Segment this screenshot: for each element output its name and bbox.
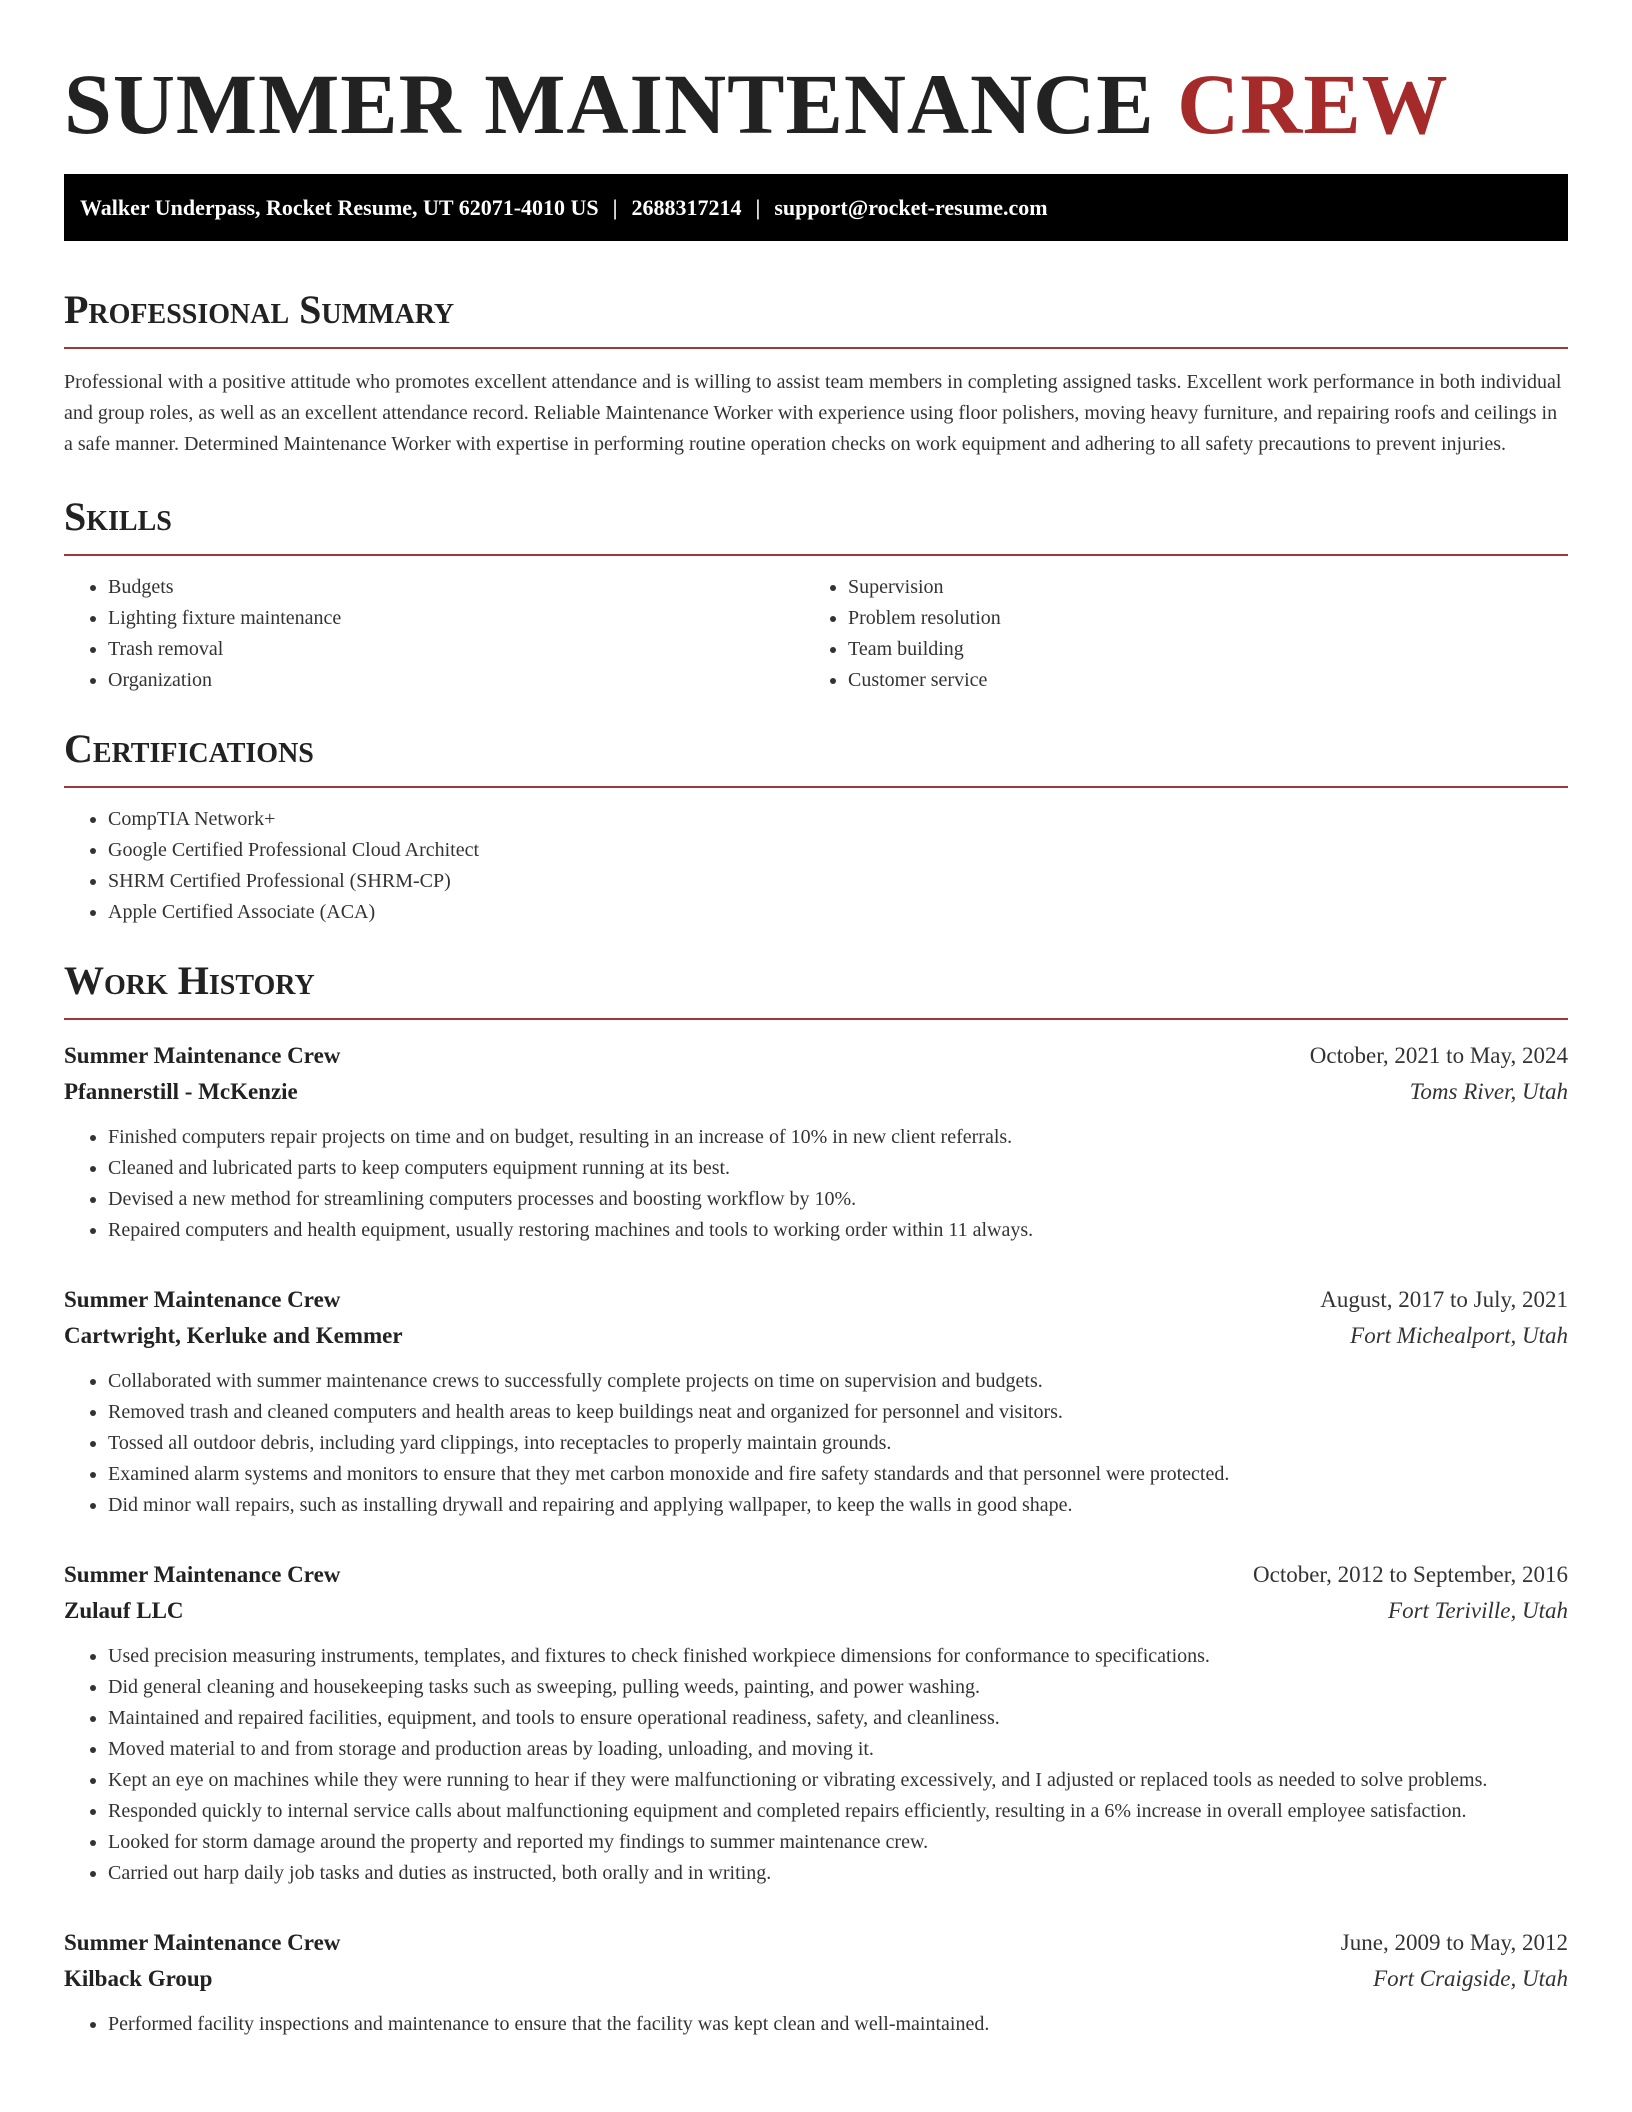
job-header-row xyxy=(64,1038,1568,1074)
job-title: Summer Maintenance Crew xyxy=(64,1287,341,1312)
job-company-row xyxy=(64,1074,1568,1110)
skills-list-left xyxy=(64,572,804,696)
job-header-row xyxy=(64,1282,1568,1318)
skills-grid xyxy=(64,572,1568,696)
job-bullets xyxy=(64,1122,1568,1246)
job-bullet: • Kept an eye on machines while they were running to hear if they were malfunctioning or vibrating excessively, and I adjusted or replaced tools as needed to solve problems. xyxy=(108,1765,1568,1796)
job-bullet: • Carried out harp daily job tasks and duties as instructed, both orally and in writing. xyxy=(108,1858,1568,1889)
job-bullet: • Removed trash and cleaned computers and health areas to keep buildings neat and organized for personnel and visitors. xyxy=(108,1397,1568,1428)
certification-item: • SHRM Certified Professional (SHRM-CP) xyxy=(108,866,1568,897)
certification-item: • Google Certified Professional Cloud Architect xyxy=(108,835,1568,866)
skill-item: • Team building xyxy=(848,634,1544,665)
skills-column-left xyxy=(64,572,804,696)
job-company-row xyxy=(64,1961,1568,1997)
job-bullet: • Moved material to and from storage and production areas by loading, unloading, and moving it. xyxy=(108,1734,1568,1765)
job-bullet: • Looked for storm damage around the property and reported my findings to summer maintenance crew. xyxy=(108,1827,1568,1858)
skill-item: • Trash removal xyxy=(108,634,804,665)
summary-heading: Professional Summary xyxy=(64,287,1568,349)
skills-heading: Skills xyxy=(64,494,1568,556)
contact-email: support@rocket-resume.com xyxy=(774,195,1048,220)
job-company: Cartwright, Kerluke and Kemmer xyxy=(64,1323,403,1348)
job-bullet: • Maintained and repaired facilities, equipment, and tools to ensure operational readiness, safety, and cleanliness. xyxy=(108,1703,1568,1734)
job-bullet: • Used precision measuring instruments, templates, and fixtures to check finished workpiece dimensions for conformance to specifications. xyxy=(108,1641,1568,1672)
job-dates: October, 2021 to May, 2024 xyxy=(1309,1043,1568,1068)
contact-separator: | xyxy=(755,195,761,220)
title-accent: CREW xyxy=(1177,56,1449,152)
job-title: Summer Maintenance Crew xyxy=(64,1930,341,1955)
job-bullet: • Did general cleaning and housekeeping tasks such as sweeping, pulling weeds, painting, and power washing. xyxy=(108,1672,1568,1703)
skills-list-right xyxy=(804,572,1544,696)
job-bullet: • Collaborated with summer maintenance crews to successfully complete projects on time on supervision and budgets. xyxy=(108,1366,1568,1397)
summary-text: Professional with a positive attitude who promotes excellent attendance and is willing to assist team members in completing assigned tasks. Excellent work performance in both individual and group roles, as well as an excellent attendance record. Reliable Maintenance Worker with experience using floor polishers, moving heavy furniture, and repairing roofs and ceilings in a safe manner. Determined Maintenance Worker with expertise in performing routine operation checks on work equipment and adhering to all safety precautions to prevent injuries. xyxy=(64,371,1562,455)
job-bullets xyxy=(64,1366,1568,1521)
resume-title xyxy=(64,58,1568,150)
certifications-section xyxy=(64,726,1568,928)
job-bullets xyxy=(64,1641,1568,1889)
skills-section xyxy=(64,494,1568,696)
job-company: Zulauf LLC xyxy=(64,1598,184,1623)
certification-item: • Apple Certified Associate (ACA) xyxy=(108,897,1568,928)
title-main: SUMMER MAINTENANCE xyxy=(64,56,1155,152)
summary-section xyxy=(64,287,1568,460)
job-company-row xyxy=(64,1318,1568,1354)
job-dates: August, 2017 to July, 2021 xyxy=(1320,1287,1568,1312)
job-location: Toms River, Utah xyxy=(1409,1079,1568,1104)
job-entry xyxy=(64,1557,1568,1889)
job-entry xyxy=(64,1038,1568,1246)
job-bullet: • Tossed all outdoor debris, including yard clippings, into receptacles to properly maintain grounds. xyxy=(108,1428,1568,1459)
job-entry xyxy=(64,1282,1568,1521)
certification-item: • CompTIA Network+ xyxy=(108,804,1568,835)
job-header-row xyxy=(64,1557,1568,1593)
skill-item: • Problem resolution xyxy=(848,603,1544,634)
contact-address: Walker Underpass, Rocket Resume, UT 62071-4010 US xyxy=(80,195,599,220)
job-company: Pfannerstill - McKenzie xyxy=(64,1079,298,1104)
job-location: Fort Michealport, Utah xyxy=(1350,1323,1568,1348)
job-company: Kilback Group xyxy=(64,1966,213,1991)
job-location: Fort Teriville, Utah xyxy=(1388,1598,1568,1623)
job-bullet: • Finished computers repair projects on time and on budget, resulting in an increase of 10% in new client referrals. xyxy=(108,1122,1568,1153)
contact-phone: 2688317214 xyxy=(631,195,742,220)
job-bullet: • Responded quickly to internal service calls about malfunctioning equipment and completed repairs efficiently, resulting in a 6% increase in overall employee satisfaction. xyxy=(108,1796,1568,1827)
job-bullet: • Devised a new method for streamlining computers processes and boosting workflow by 10%. xyxy=(108,1184,1568,1215)
job-bullets xyxy=(64,2009,1568,2040)
resume-content xyxy=(64,0,1568,2040)
job-bullet: • Repaired computers and health equipment, usually restoring machines and tools to working order within 11 always. xyxy=(108,1215,1568,1246)
contact-separator: | xyxy=(612,195,618,220)
certifications-list xyxy=(64,804,1568,928)
job-entry xyxy=(64,1925,1568,2040)
skills-column-right xyxy=(804,572,1544,696)
job-bullet: • Examined alarm systems and monitors to ensure that they met carbon monoxide and fire safety standards and that personnel were protected. xyxy=(108,1459,1568,1490)
skill-item: • Supervision xyxy=(848,572,1544,603)
certifications-heading: Certifications xyxy=(64,726,1568,788)
job-company-row xyxy=(64,1593,1568,1629)
work-history-section xyxy=(64,958,1568,2040)
skill-item: • Organization xyxy=(108,665,804,696)
skill-item: • Budgets xyxy=(108,572,804,603)
job-title: Summer Maintenance Crew xyxy=(64,1043,341,1068)
job-location: Fort Craigside, Utah xyxy=(1373,1966,1568,1991)
job-bullet: • Did minor wall repairs, such as installing drywall and repairing and applying wallpaper, to keep the walls in good shape. xyxy=(108,1490,1568,1521)
work-history-heading: Work History xyxy=(64,958,1568,1020)
job-title: Summer Maintenance Crew xyxy=(64,1562,341,1587)
job-dates: October, 2012 to September, 2016 xyxy=(1253,1562,1568,1587)
job-dates: June, 2009 to May, 2012 xyxy=(1340,1930,1568,1955)
job-bullet: • Performed facility inspections and maintenance to ensure that the facility was kept clean and well-maintained. xyxy=(108,2009,1568,2040)
job-bullet: • Cleaned and lubricated parts to keep computers equipment running at its best. xyxy=(108,1153,1568,1184)
job-header-row xyxy=(64,1925,1568,1961)
contact-bar xyxy=(64,174,1568,241)
skill-item: • Customer service xyxy=(848,665,1544,696)
skill-item: • Lighting fixture maintenance xyxy=(108,603,804,634)
